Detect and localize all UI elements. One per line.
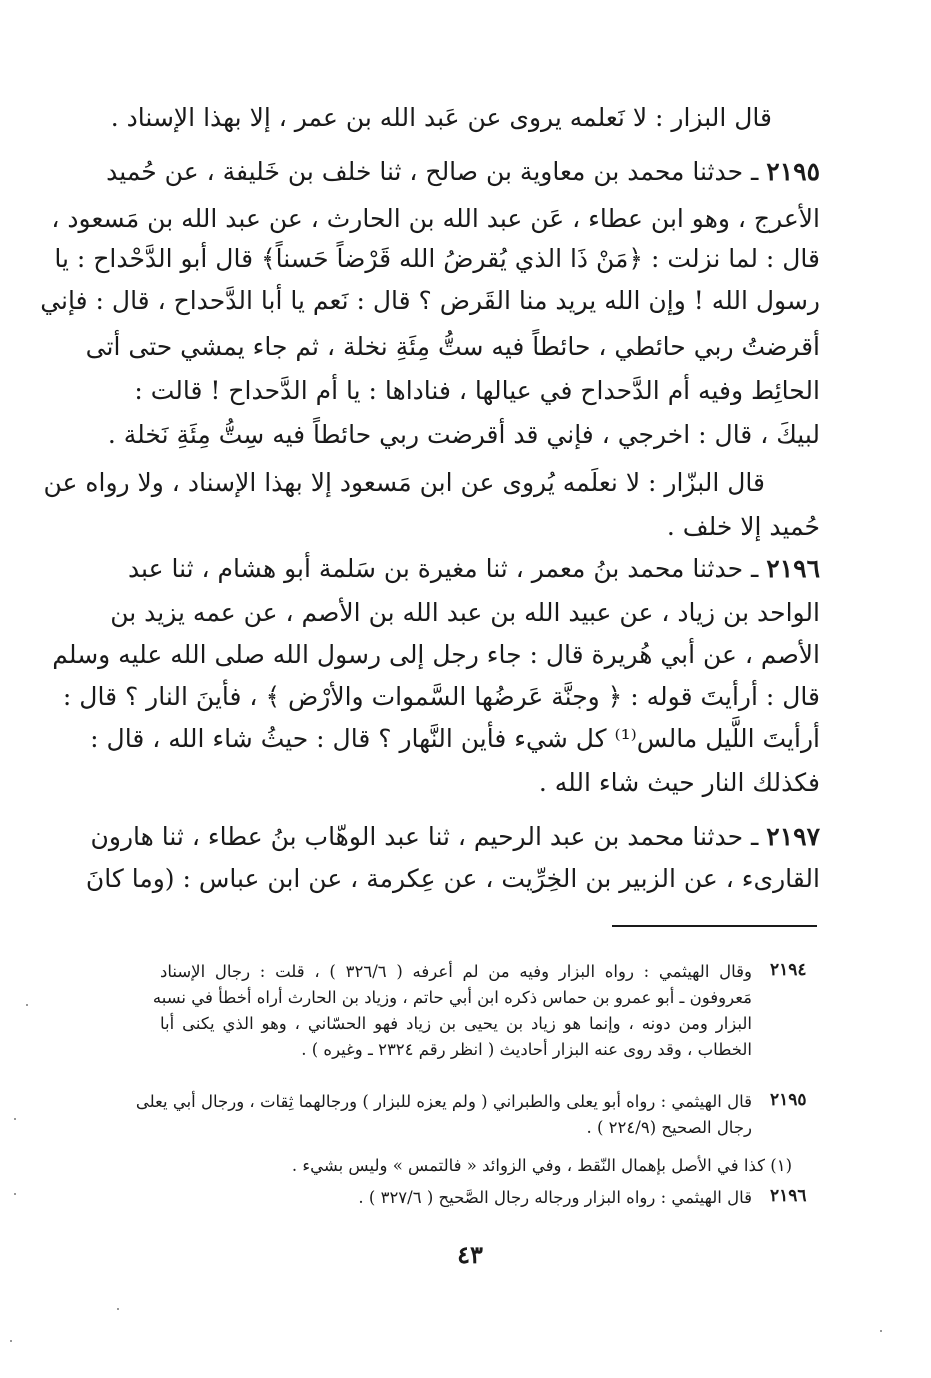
text-line: الأصم ، عن أبي هُريرة قال : جاء رجل إلى رسول الله صلى الله عليه وسلم <box>52 640 820 669</box>
scan-speck <box>10 1340 12 1342</box>
hadith-text: ـ حدثنا محمد بن معاوية بن صالح ، ثنا خلف بن خَليفة ، عن حُميد <box>106 157 759 186</box>
text-line: قال البزار : لا نَعلمه يروى عن عَبد الله بن عمر ، إلا بهذا الإسناد . <box>110 103 772 132</box>
hadith-text: ـ حدثنا محمد بن عبد الرحيم ، ثنا عبد الوهّاب بنُ عطاء ، ثنا هارون <box>90 822 759 851</box>
text-line: أقرضتُ ربي حائطي ، حائطاً فيه ستُّ مِئَةِ نخلة ، ثم جاء يمشي حتى أتى <box>85 332 820 361</box>
hadith-2195-first-line <box>106 155 820 189</box>
text-line: أرأيتَ اللَّيل مالس⁽¹⁾ كل شيء فأين النَّهار ؟ قال : حيثُ شاء الله ، قال : <box>90 724 820 753</box>
text-line: قال البزّار : لا نعلَمه يُروى عن ابن مَسعود إلا بهذا الإسناد ، ولا رواه عن <box>43 468 765 497</box>
footnote-separator <box>612 925 817 927</box>
text-line: الحائِط وفيه أم الدَّحداح في عيالها ، فناداها : يا أم الدَّحداح ! قالت : <box>134 376 820 405</box>
scan-speck <box>26 1004 28 1006</box>
footnote-number-2196: ٢١٩٦ <box>770 1186 807 1206</box>
hadith-2197-first-line <box>90 820 820 854</box>
scan-speck <box>14 1193 16 1195</box>
text-line: رسول الله ! وإن الله يريد منا القَرض ؟ قال : نَعم يا أبا الدَّحداح ، قال : فإني <box>40 286 820 315</box>
footnote-line: قال الهيثمي : رواه أبو يعلى والطبراني ( ولم يعزه للبزار ) ورجالهما ثِقات ، ورجال أبي يعلى <box>135 1092 752 1111</box>
text-line: قال : لما نزلت : ﴿مَنْ ذَا الذي يُقرضُ الله قَرْضاً حَسناً﴾ قال أبو الدَّحْداح : يا <box>54 244 820 273</box>
scan-speck <box>14 1118 16 1120</box>
footnote-line: وقال الهيثمي : رواه البزار وفيه من لم أعرفه ( ٣٢٦/٦ ) ، قلت : رجال الإسناد <box>160 962 752 981</box>
footnote-1: (١) كذا في الأصل بإهمال النّقط ، وفي الزوائد « فالتمس » وليس بشيء . <box>291 1156 792 1175</box>
footnote-line: البزار ومن دونه ، وإنما هو زياد بن يحيى بن زياد فهو الحسّاني ، وهو الذي يكنى أبا <box>160 1014 752 1033</box>
text-line: لبيكَ ، قال : اخرجي ، فإني قد أقرضت ربي حائطاً فيه سِتُّ مِئَةِ نَخلة . <box>107 420 820 449</box>
text-line: الأعرج ، وهو ابن عطاء ، عَن عبد الله بن الحارث ، عن عبد الله بن مَسعود ، <box>51 204 820 233</box>
text-line: فكذلك النار حيث شاء الله . <box>538 768 820 797</box>
hadith-number-2197: ٢١٩٧ <box>766 822 820 851</box>
hadith-2196-first-line <box>127 552 820 586</box>
text-line: الواحد بن زياد ، عن عبيد الله بن عبد الله بن الأصم ، عن عمه يزيد بن <box>110 598 820 627</box>
text-line: حُميد إلا خلف . <box>666 512 820 541</box>
page-number: ٤٣ <box>457 1240 483 1269</box>
hadith-number-2195: ٢١٩٥ <box>766 157 820 186</box>
footnote-line: قال الهيثمي : رواه البزار ورجاله رجال الصَّحيح ( ٣٢٧/٦ ) . <box>358 1188 752 1207</box>
hadith-number-2196: ٢١٩٦ <box>766 554 820 583</box>
footnote-line: رجال الصحيح (٢٢٤/٩ ) . <box>586 1118 752 1137</box>
text-line: قال : أرأيتَ قوله : ﴿ وجنَّة عَرضُها السَّموات والأرْض ﴾ ، فأينَ النار ؟ قال : <box>62 682 820 711</box>
footnote-line: الخطاب ، وقد روى عنه البزار أحاديث ( انظر رقم ٢٣٢٤ ـ وغيره ) . <box>301 1040 752 1059</box>
footnote-number-2194: ٢١٩٤ <box>770 960 807 980</box>
text-line: القارىء ، عن الزبير بن الخِرِّيت ، عن عِكرمة ، عن ابن عباس : (وما كانَ <box>85 864 820 893</box>
footnote-line: مَعروفون ـ أبو عمرو بن حماس ذكره ابن أبي حاتم ، وزياد بن الحارث أراه أخطأ في نسبه <box>152 988 752 1007</box>
footnote-number-2195: ٢١٩٥ <box>770 1090 807 1110</box>
scan-speck <box>117 1308 119 1310</box>
scan-speck <box>880 1330 882 1332</box>
hadith-text: ـ حدثنا محمد بنُ معمر ، ثنا مغيرة بن سَلمة أبو هشام ، ثنا عبد <box>127 554 759 583</box>
